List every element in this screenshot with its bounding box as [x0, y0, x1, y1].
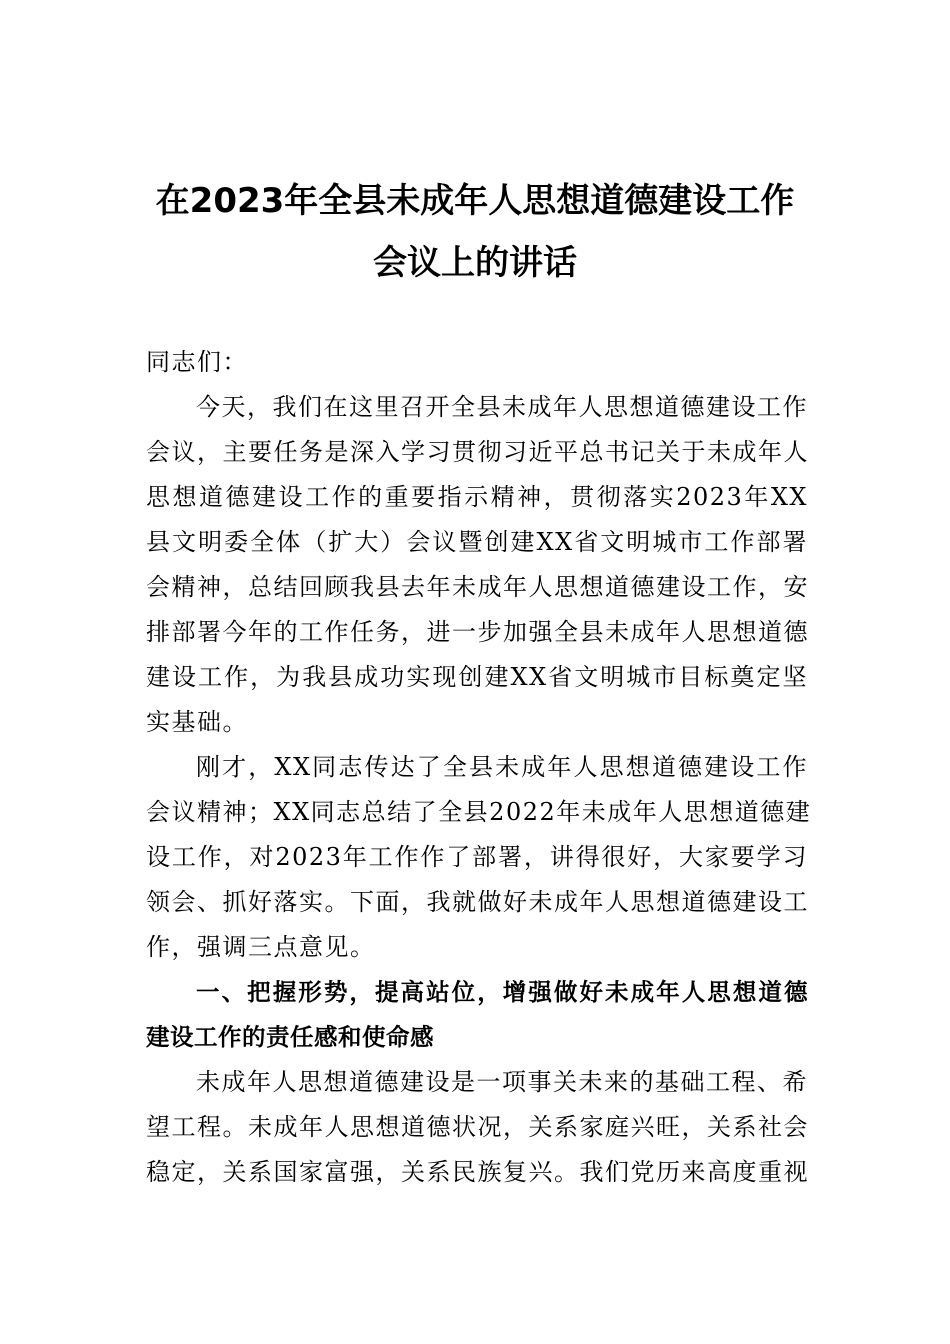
heading-line: 建设工作的责任感和使命感 — [146, 1023, 434, 1051]
paragraph-line: 会议，主要任务是深入学习贯彻习近平总书记关于未成年人 — [146, 438, 809, 466]
heading-line: 一、把握形势，提高站位，增强做好未成年人思想道德 — [196, 978, 808, 1006]
salutation: 同志们： — [146, 348, 248, 376]
paragraph-line: 稳定，关系国家富强，关系民族复兴。我们党历来高度重视 — [146, 1158, 809, 1186]
paragraph-line: 建设工作，为我县成功实现创建XX省文明城市目标奠定坚 — [146, 663, 808, 691]
paragraph-3 — [146, 1060, 808, 1195]
paragraph-line: 作，强调三点意见。 — [146, 933, 376, 961]
paragraph-line: 望工程。未成年人思想道德状况，关系家庭兴旺，关系社会 — [146, 1113, 809, 1141]
paragraph-line: 县文明委全体（扩大）会议暨创建XX省文明城市工作部署 — [146, 528, 808, 556]
paragraph-1 — [146, 385, 808, 745]
section-heading-1 — [146, 970, 808, 1060]
paragraph-2 — [146, 745, 812, 970]
title-line-2: 会议上的讲话 — [373, 243, 577, 283]
paragraph-line: 未成年人思想道德建设是一项事关未来的基础工程、希 — [196, 1068, 808, 1096]
paragraph-line: 会议精神；XX同志总结了全县2022年未成年人思想道德建 — [146, 798, 812, 826]
paragraph-line: 会精神，总结回顾我县去年未成年人思想道德建设工作，安 — [146, 573, 809, 601]
paragraph-line: 实基础。 — [146, 708, 248, 736]
paragraph-line: 设工作，对2023年工作作了部署，讲得很好，大家要学习 — [146, 843, 808, 871]
document-body — [146, 340, 812, 1195]
paragraph-line: 思想道德建设工作的重要指示精神，贯彻落实2023年XX — [146, 483, 808, 511]
title-line-1: 在2023年全县未成年人思想道德建设工作 — [155, 181, 795, 221]
paragraph-line: 排部署今年的工作任务，进一步加强全县未成年人思想道德 — [146, 618, 809, 646]
paragraph-line: 领会、抓好落实。下面，我就做好未成年人思想道德建设工 — [146, 888, 809, 916]
paragraph-line: 今天，我们在这里召开全县未成年人思想道德建设工作 — [196, 393, 808, 421]
document-title — [120, 170, 830, 294]
paragraph-line: 刚才，XX同志传达了全县未成年人思想道德建设工作 — [196, 753, 808, 781]
